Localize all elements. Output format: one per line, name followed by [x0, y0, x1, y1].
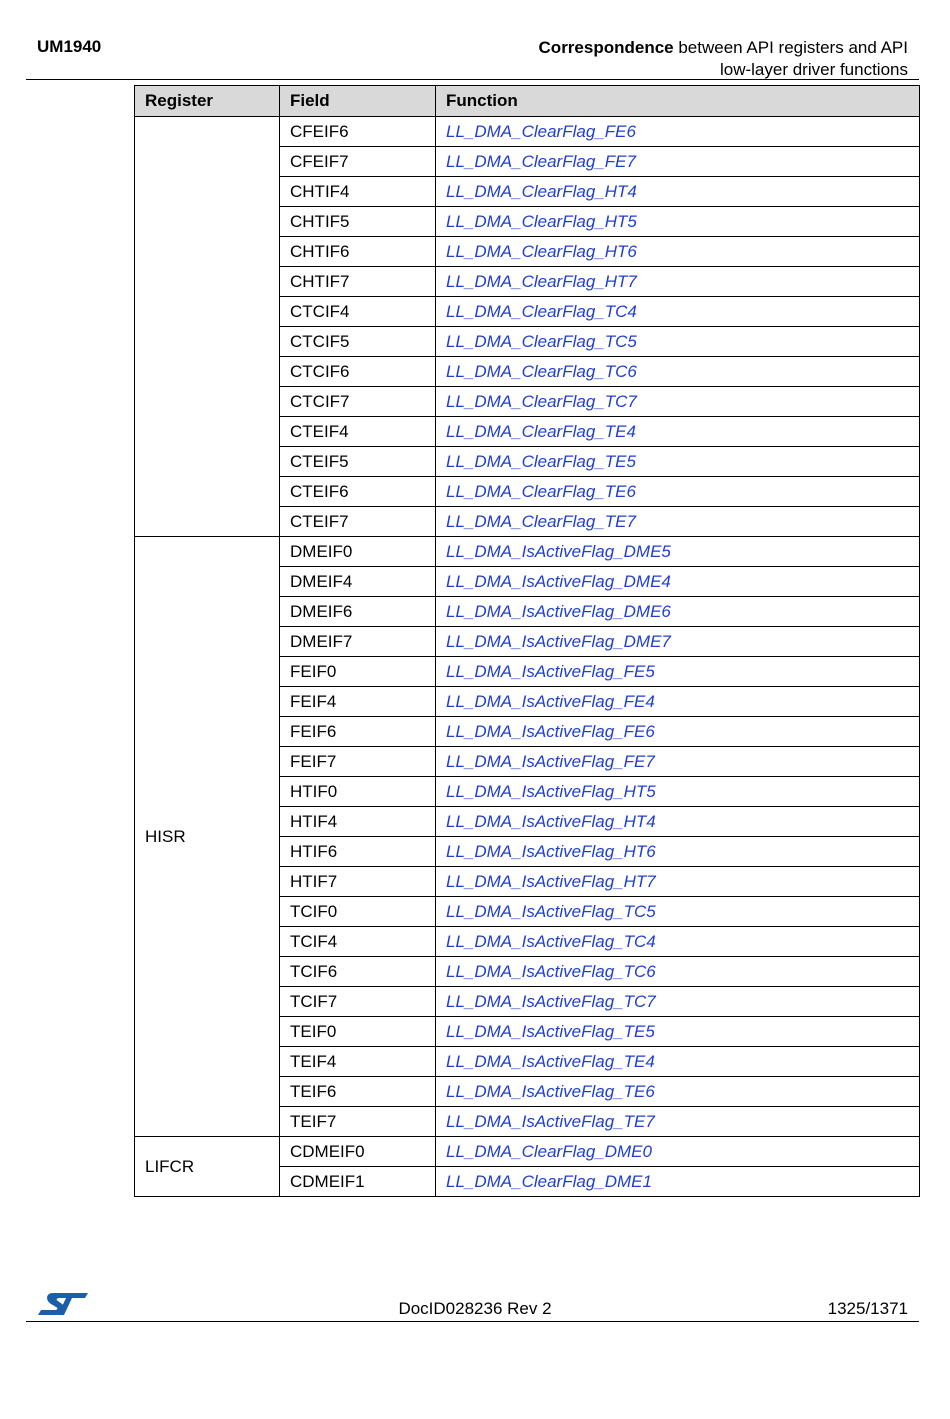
page-number: 1325/1371	[827, 1299, 908, 1318]
header-title-rest: between API registers and API	[673, 38, 908, 57]
field-cell: DMEIF4	[280, 567, 436, 597]
function-link[interactable]: LL_DMA_IsActiveFlag_HT7	[436, 867, 920, 897]
function-link[interactable]: LL_DMA_ClearFlag_HT7	[436, 267, 920, 297]
field-cell: TEIF4	[280, 1047, 436, 1077]
field-cell: CFEIF7	[280, 147, 436, 177]
field-cell: CHTIF5	[280, 207, 436, 237]
function-link[interactable]: LL_DMA_IsActiveFlag_TC6	[436, 957, 920, 987]
function-link[interactable]: LL_DMA_IsActiveFlag_HT6	[436, 837, 920, 867]
function-link[interactable]: LL_DMA_IsActiveFlag_DME5	[436, 537, 920, 567]
field-cell: CTCIF5	[280, 327, 436, 357]
field-cell: CFEIF6	[280, 117, 436, 147]
function-link[interactable]: LL_DMA_IsActiveFlag_TE5	[436, 1017, 920, 1047]
field-cell: CTEIF7	[280, 507, 436, 537]
table-row	[135, 117, 920, 147]
field-cell: CTEIF5	[280, 447, 436, 477]
table-row	[135, 1137, 920, 1167]
field-cell: CTCIF4	[280, 297, 436, 327]
function-link[interactable]: LL_DMA_IsActiveFlag_TC4	[436, 927, 920, 957]
function-link[interactable]: LL_DMA_ClearFlag_FE7	[436, 147, 920, 177]
function-link[interactable]: LL_DMA_ClearFlag_DME0	[436, 1137, 920, 1167]
field-cell: HTIF7	[280, 867, 436, 897]
function-link[interactable]: LL_DMA_ClearFlag_TE7	[436, 507, 920, 537]
field-cell: FEIF6	[280, 717, 436, 747]
function-link[interactable]: LL_DMA_ClearFlag_HT4	[436, 177, 920, 207]
field-cell: CDMEIF0	[280, 1137, 436, 1167]
field-cell: CHTIF6	[280, 237, 436, 267]
function-link[interactable]: LL_DMA_ClearFlag_TE6	[436, 477, 920, 507]
function-link[interactable]: LL_DMA_IsActiveFlag_TC5	[436, 897, 920, 927]
footer-divider	[26, 1321, 919, 1322]
field-cell: TCIF0	[280, 897, 436, 927]
function-link[interactable]: LL_DMA_IsActiveFlag_TE6	[436, 1077, 920, 1107]
table-row	[135, 537, 920, 567]
field-cell: CTCIF7	[280, 387, 436, 417]
function-link[interactable]: LL_DMA_IsActiveFlag_FE4	[436, 687, 920, 717]
function-link[interactable]: LL_DMA_IsActiveFlag_DME7	[436, 627, 920, 657]
field-cell: CTCIF6	[280, 357, 436, 387]
field-cell: TCIF7	[280, 987, 436, 1017]
header-title-bold: Correspondence	[538, 38, 674, 57]
register-cell: LIFCR	[135, 1137, 280, 1197]
field-cell: DMEIF0	[280, 537, 436, 567]
function-link[interactable]: LL_DMA_IsActiveFlag_HT4	[436, 807, 920, 837]
function-link[interactable]: LL_DMA_ClearFlag_HT6	[436, 237, 920, 267]
field-cell: HTIF6	[280, 837, 436, 867]
field-cell: TEIF6	[280, 1077, 436, 1107]
doc-id: DocID028236 Rev 2	[398, 1299, 552, 1318]
column-header-field: Field	[280, 86, 436, 117]
function-link[interactable]: LL_DMA_IsActiveFlag_DME6	[436, 597, 920, 627]
function-link[interactable]: LL_DMA_IsActiveFlag_TE7	[436, 1107, 920, 1137]
page-header-title	[539, 37, 908, 81]
field-cell: TCIF4	[280, 927, 436, 957]
column-header-function: Function	[436, 86, 920, 117]
function-link[interactable]: LL_DMA_ClearFlag_TC4	[436, 297, 920, 327]
field-cell: CDMEIF1	[280, 1167, 436, 1197]
function-link[interactable]: LL_DMA_ClearFlag_DME1	[436, 1167, 920, 1197]
field-cell: CTEIF4	[280, 417, 436, 447]
register-function-table	[134, 85, 920, 1197]
field-cell: FEIF4	[280, 687, 436, 717]
field-cell: FEIF0	[280, 657, 436, 687]
function-link[interactable]: LL_DMA_IsActiveFlag_HT5	[436, 777, 920, 807]
field-cell: DMEIF7	[280, 627, 436, 657]
field-cell: HTIF0	[280, 777, 436, 807]
doc-code: UM1940	[37, 37, 102, 56]
field-cell: TEIF0	[280, 1017, 436, 1047]
function-link[interactable]: LL_DMA_ClearFlag_TC6	[436, 357, 920, 387]
function-link[interactable]: LL_DMA_IsActiveFlag_TE4	[436, 1047, 920, 1077]
register-cell: HISR	[135, 537, 280, 1137]
field-cell: FEIF7	[280, 747, 436, 777]
field-cell: DMEIF6	[280, 597, 436, 627]
function-link[interactable]: LL_DMA_IsActiveFlag_FE6	[436, 717, 920, 747]
function-link[interactable]: LL_DMA_ClearFlag_TC7	[436, 387, 920, 417]
field-cell: HTIF4	[280, 807, 436, 837]
field-cell: CTEIF6	[280, 477, 436, 507]
function-link[interactable]: LL_DMA_ClearFlag_TE5	[436, 447, 920, 477]
table-header-row	[135, 86, 920, 117]
function-link[interactable]: LL_DMA_IsActiveFlag_TC7	[436, 987, 920, 1017]
function-link[interactable]: LL_DMA_ClearFlag_FE6	[436, 117, 920, 147]
function-link[interactable]: LL_DMA_ClearFlag_TC5	[436, 327, 920, 357]
header-divider	[26, 79, 919, 80]
function-link[interactable]: LL_DMA_IsActiveFlag_DME4	[436, 567, 920, 597]
table-body	[135, 117, 920, 1197]
field-cell: CHTIF4	[280, 177, 436, 207]
field-cell: TEIF7	[280, 1107, 436, 1137]
header-title-line2: low-layer driver functions	[719, 60, 908, 79]
column-header-register: Register	[135, 86, 280, 117]
register-cell	[135, 117, 280, 537]
field-cell: CHTIF7	[280, 267, 436, 297]
function-link[interactable]: LL_DMA_IsActiveFlag_FE5	[436, 657, 920, 687]
function-link[interactable]: LL_DMA_ClearFlag_TE4	[436, 417, 920, 447]
function-link[interactable]: LL_DMA_IsActiveFlag_FE7	[436, 747, 920, 777]
function-link[interactable]: LL_DMA_ClearFlag_HT5	[436, 207, 920, 237]
field-cell: TCIF6	[280, 957, 436, 987]
